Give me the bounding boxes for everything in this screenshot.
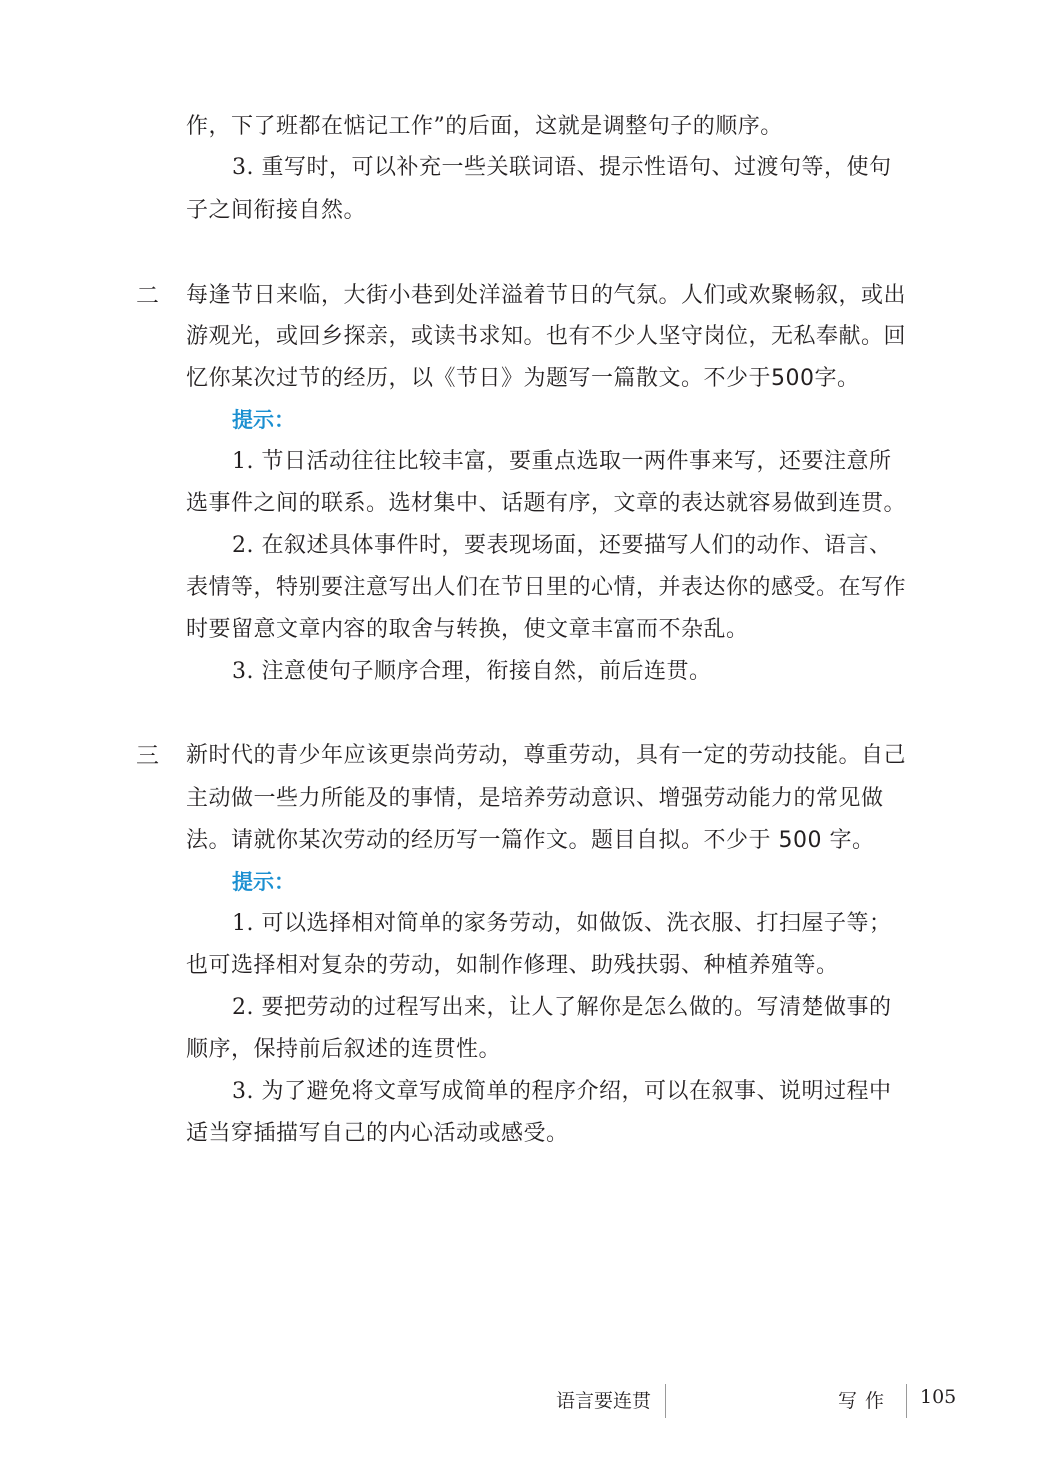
prompt-line: 游观光，或回乡探亲，或读书求知。也有不少人坚守岗位，无私奉献。回 [186,324,907,349]
prompt-line: 新时代的青少年应该更崇尚劳动，尊重劳动，具有一定的劳动技能。自己 [186,743,907,768]
hint-line: 也可选择相对复杂的劳动，如制作修理、助残扶弱、种植养殖等。 [186,953,839,978]
footer-divider [906,1384,907,1418]
section-number: 三 [136,743,159,769]
hint-line: 时要留意文章内容的取舍与转换，使文章丰富而不杂乱。 [186,617,749,642]
prompt-line: 法。请就你某次劳动的经历写一篇作文。题目自拟。不少于 500 字。 [186,828,875,853]
prompt-line: 忆你某次过节的经历，以《节日》为题写一篇散文。不少于500字。 [186,366,860,391]
intro-line: 作，下了班都在惦记工作”的后面，这就是调整句子的顺序。 [186,114,783,139]
intro-line: 子之间衔接自然。 [186,198,367,223]
footer-section-title: 写作 [838,1390,893,1412]
prompt-line: 每逢节日来临，大街小巷到处洋溢着节日的气氛。人们或欢聚畅叙，或出 [186,283,907,308]
prompt-line: 主动做一些力所能及的事情，是培养劳动意识、增强劳动能力的常见做 [186,786,884,811]
hint-line: 表情等，特别要注意写出人们在节日里的心情，并表达你的感受。在写作 [186,575,907,600]
footer-divider [665,1384,666,1418]
footer-chapter-title: 语言要连贯 [556,1390,652,1412]
hint-label: 提示： [232,408,295,432]
intro-tip-3: 3. 重写时，可以补充一些关联词语、提示性语句、过渡句等，使句 [232,155,892,180]
hint-label: 提示： [232,870,295,894]
hint-line: 选事件之间的联系。选材集中、话题有序，文章的表达就容易做到连贯。 [186,491,907,516]
hint-line: 3. 注意使句子顺序合理，衔接自然，前后连贯。 [232,659,712,684]
page-footer [0,1384,1044,1418]
hint-line: 2. 要把劳动的过程写出来，让人了解你是怎么做的。写清楚做事的 [232,995,892,1020]
hint-line: 1. 节日活动往往比较丰富，要重点选取一两件事来写，还要注意所 [232,449,892,474]
section-number: 二 [136,283,159,309]
page-number: 105 [920,1386,957,1408]
hint-line: 3. 为了避免将文章写成简单的程序介绍，可以在叙事、说明过程中 [232,1079,892,1104]
hint-line: 1. 可以选择相对简单的家务劳动，如做饭、洗衣服、打扫屋子等； [232,911,892,936]
hint-line: 顺序，保持前后叙述的连贯性。 [186,1037,502,1062]
hint-line: 2. 在叙述具体事件时，要表现场面，还要描写人们的动作、语言、 [232,533,892,558]
hint-line: 适当穿插描写自己的内心活动或感受。 [186,1121,569,1146]
